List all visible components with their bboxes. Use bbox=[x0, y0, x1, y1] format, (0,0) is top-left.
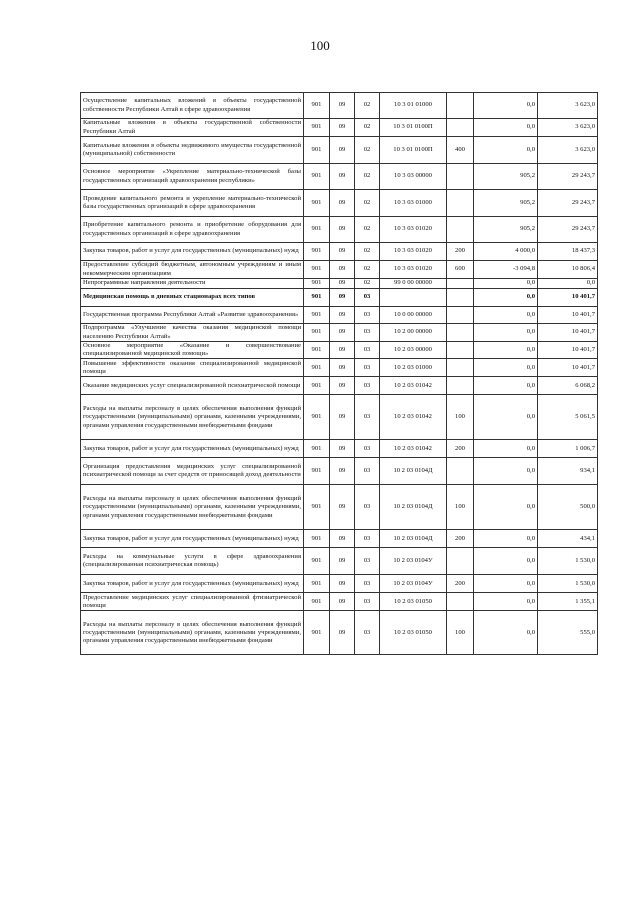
row-subsection-cell: 03 bbox=[355, 485, 380, 530]
row-vr-cell bbox=[447, 377, 474, 395]
row-subsection-cell: 03 bbox=[355, 324, 380, 342]
row-total-cell: 0,0 bbox=[538, 279, 598, 289]
row-name-cell: Повышение эффективности оказания специализированной медицинской помощи bbox=[81, 359, 304, 377]
row-change-cell: 0,0 bbox=[474, 593, 538, 611]
row-change-cell: 0,0 bbox=[474, 440, 538, 458]
row-change-cell: 4 000,0 bbox=[474, 243, 538, 261]
row-section-cell: 09 bbox=[330, 119, 355, 137]
row-total-cell: 3 623,0 bbox=[538, 137, 598, 164]
row-subsection-cell: 03 bbox=[355, 377, 380, 395]
row-section-cell: 09 bbox=[330, 359, 355, 377]
row-name-cell: Расходы на выплаты персоналу в целях обеспечения выполнения функций государственными (муниципальными) органами, казенными учреждениями, органами управления государственными внебюджетными фондами bbox=[81, 611, 304, 655]
row-admin-cell: 901 bbox=[304, 119, 330, 137]
row-total-cell: 29 243,7 bbox=[538, 217, 598, 243]
row-admin-cell: 901 bbox=[304, 307, 330, 324]
row-section-cell: 09 bbox=[330, 190, 355, 217]
table-row bbox=[81, 611, 598, 655]
row-subsection-cell: 02 bbox=[355, 190, 380, 217]
table-row bbox=[81, 548, 598, 575]
row-subsection-cell: 03 bbox=[355, 359, 380, 377]
row-total-cell: 3 623,0 bbox=[538, 93, 598, 119]
row-section-cell: 09 bbox=[330, 593, 355, 611]
row-name-cell: Основное мероприятие «Укрепление материально-технической базы государственных организаций здравоохранения республики» bbox=[81, 164, 304, 190]
row-name-cell: Медицинская помощь в дневных стационарах всех типов bbox=[81, 289, 304, 307]
table-row bbox=[81, 164, 598, 190]
row-subsection-cell: 02 bbox=[355, 217, 380, 243]
table-row bbox=[81, 575, 598, 593]
row-vr-cell bbox=[447, 548, 474, 575]
row-vr-cell: 200 bbox=[447, 575, 474, 593]
row-change-cell: 905,2 bbox=[474, 164, 538, 190]
row-target-cell: 10 0 00 00000 bbox=[380, 307, 447, 324]
row-name-cell: Приобретение капитального ремонта и приобретение оборудования для государственных организаций в сфере здравоохранения bbox=[81, 217, 304, 243]
row-vr-cell: 100 bbox=[447, 485, 474, 530]
table-row bbox=[81, 93, 598, 119]
row-subsection-cell: 03 bbox=[355, 575, 380, 593]
row-change-cell: 0,0 bbox=[474, 279, 538, 289]
row-section-cell: 09 bbox=[330, 611, 355, 655]
row-subsection-cell: 02 bbox=[355, 243, 380, 261]
row-change-cell: -3 094,8 bbox=[474, 261, 538, 279]
row-vr-cell bbox=[447, 119, 474, 137]
row-vr-cell bbox=[447, 279, 474, 289]
row-vr-cell: 100 bbox=[447, 395, 474, 440]
row-total-cell: 1 006,7 bbox=[538, 440, 598, 458]
row-name-cell: Капитальные вложения в объекты недвижимого имущества государственной (муниципальной) собственности bbox=[81, 137, 304, 164]
row-target-cell: 10 2 03 0104Д bbox=[380, 458, 447, 485]
row-vr-cell: 200 bbox=[447, 530, 474, 548]
row-admin-cell: 901 bbox=[304, 611, 330, 655]
row-target-cell: 10 3 03 01020 bbox=[380, 217, 447, 243]
row-target-cell bbox=[380, 289, 447, 307]
table-body bbox=[81, 93, 598, 655]
row-name-cell: Закупка товаров, работ и услуг для государственных (муниципальных) нужд bbox=[81, 530, 304, 548]
row-section-cell: 09 bbox=[330, 137, 355, 164]
row-target-cell: 10 3 01 0100П bbox=[380, 137, 447, 164]
row-total-cell: 6 068,2 bbox=[538, 377, 598, 395]
table-row bbox=[81, 137, 598, 164]
table-row bbox=[81, 342, 598, 359]
table-row bbox=[81, 359, 598, 377]
row-name-cell: Расходы на выплаты персоналу в целях обеспечения выполнения функций государственными (муниципальными) органами, казенными учреждениями, органами управления государственными внебюджетными фондами bbox=[81, 485, 304, 530]
row-name-cell: Проведение капитального ремонта и укрепление материально-технической базы государственных организаций в сфере здравоохранения bbox=[81, 190, 304, 217]
row-section-cell: 09 bbox=[330, 342, 355, 359]
row-vr-cell bbox=[447, 359, 474, 377]
row-change-cell: 0,0 bbox=[474, 289, 538, 307]
row-target-cell: 10 2 03 0104У bbox=[380, 548, 447, 575]
row-vr-cell bbox=[447, 324, 474, 342]
row-admin-cell: 901 bbox=[304, 377, 330, 395]
table-row bbox=[81, 395, 598, 440]
row-total-cell: 1 530,0 bbox=[538, 575, 598, 593]
row-total-cell: 29 243,7 bbox=[538, 190, 598, 217]
table-row bbox=[81, 440, 598, 458]
row-section-cell: 09 bbox=[330, 164, 355, 190]
row-name-cell: Закупка товаров, работ и услуг для государственных (муниципальных) нужд bbox=[81, 440, 304, 458]
row-target-cell: 10 2 03 01050 bbox=[380, 611, 447, 655]
row-admin-cell: 901 bbox=[304, 395, 330, 440]
row-section-cell: 09 bbox=[330, 395, 355, 440]
row-name-cell: Государственная программа Республики Алтай «Развитие здравоохранения» bbox=[81, 307, 304, 324]
row-admin-cell: 901 bbox=[304, 261, 330, 279]
row-section-cell: 09 bbox=[330, 307, 355, 324]
row-name-cell: Расходы на коммунальные услуги в сфере здравоохранения (специализированная психиатрическая помощь) bbox=[81, 548, 304, 575]
row-target-cell: 10 2 03 01042 bbox=[380, 377, 447, 395]
table-row bbox=[81, 593, 598, 611]
row-section-cell: 09 bbox=[330, 548, 355, 575]
row-target-cell: 10 3 03 01020 bbox=[380, 261, 447, 279]
row-total-cell: 10 401,7 bbox=[538, 324, 598, 342]
row-vr-cell bbox=[447, 190, 474, 217]
row-admin-cell: 901 bbox=[304, 530, 330, 548]
row-section-cell: 09 bbox=[330, 377, 355, 395]
row-subsection-cell: 03 bbox=[355, 307, 380, 324]
row-target-cell: 10 2 03 01050 bbox=[380, 593, 447, 611]
table-row bbox=[81, 324, 598, 342]
row-target-cell: 10 2 03 00000 bbox=[380, 342, 447, 359]
row-section-cell: 09 bbox=[330, 261, 355, 279]
row-admin-cell: 901 bbox=[304, 359, 330, 377]
row-admin-cell: 901 bbox=[304, 164, 330, 190]
row-admin-cell: 901 bbox=[304, 289, 330, 307]
row-target-cell: 10 2 03 01042 bbox=[380, 440, 447, 458]
row-target-cell: 10 2 03 01000 bbox=[380, 359, 447, 377]
row-name-cell: Подпрограмма «Улучшение качества оказания медицинской помощи населению Республики Алтай» bbox=[81, 324, 304, 342]
row-target-cell: 10 2 03 0104Д bbox=[380, 530, 447, 548]
table-row bbox=[81, 530, 598, 548]
row-subsection-cell: 02 bbox=[355, 119, 380, 137]
row-admin-cell: 901 bbox=[304, 279, 330, 289]
row-subsection-cell: 03 bbox=[355, 548, 380, 575]
row-subsection-cell: 02 bbox=[355, 137, 380, 164]
row-target-cell: 10 2 03 0104Д bbox=[380, 485, 447, 530]
table-row bbox=[81, 243, 598, 261]
row-change-cell: 0,0 bbox=[474, 93, 538, 119]
row-name-cell: Оказание медицинских услуг специализированной психиатрической помощи bbox=[81, 377, 304, 395]
row-admin-cell: 901 bbox=[304, 137, 330, 164]
row-change-cell: 905,2 bbox=[474, 217, 538, 243]
row-subsection-cell: 03 bbox=[355, 593, 380, 611]
row-vr-cell bbox=[447, 93, 474, 119]
row-section-cell: 09 bbox=[330, 575, 355, 593]
row-change-cell: 0,0 bbox=[474, 458, 538, 485]
row-subsection-cell: 03 bbox=[355, 458, 380, 485]
row-vr-cell bbox=[447, 593, 474, 611]
row-total-cell: 10 401,7 bbox=[538, 342, 598, 359]
row-total-cell: 434,1 bbox=[538, 530, 598, 548]
row-change-cell: 0,0 bbox=[474, 359, 538, 377]
table-row bbox=[81, 485, 598, 530]
row-section-cell: 09 bbox=[330, 530, 355, 548]
row-change-cell: 0,0 bbox=[474, 342, 538, 359]
row-admin-cell: 901 bbox=[304, 342, 330, 359]
row-name-cell: Предоставление субсидий бюджетным, автономным учреждениям и иным некоммерческим организациям bbox=[81, 261, 304, 279]
row-name-cell: Осуществление капитальных вложений в объекты государственной собственности Республики Алтай в сфере здравоохранения bbox=[81, 93, 304, 119]
row-admin-cell: 901 bbox=[304, 548, 330, 575]
row-admin-cell: 901 bbox=[304, 324, 330, 342]
row-total-cell: 18 437,3 bbox=[538, 243, 598, 261]
row-change-cell: 905,2 bbox=[474, 190, 538, 217]
row-total-cell: 1 530,0 bbox=[538, 548, 598, 575]
row-change-cell: 0,0 bbox=[474, 377, 538, 395]
row-change-cell: 0,0 bbox=[474, 395, 538, 440]
row-change-cell: 0,0 bbox=[474, 307, 538, 324]
budget-table bbox=[80, 92, 598, 655]
row-vr-cell: 200 bbox=[447, 243, 474, 261]
row-total-cell: 5 061,5 bbox=[538, 395, 598, 440]
row-name-cell: Капитальные вложения в объекты государственной собственности Республики Алтай bbox=[81, 119, 304, 137]
table-row bbox=[81, 261, 598, 279]
row-admin-cell: 901 bbox=[304, 93, 330, 119]
row-vr-cell: 400 bbox=[447, 137, 474, 164]
row-section-cell: 09 bbox=[330, 279, 355, 289]
row-vr-cell bbox=[447, 289, 474, 307]
row-name-cell: Расходы на выплаты персоналу в целях обеспечения выполнения функций государственными (муниципальными) органами, казенными учреждениями, органами управления государственными внебюджетными фондами bbox=[81, 395, 304, 440]
row-change-cell: 0,0 bbox=[474, 485, 538, 530]
row-total-cell: 3 623,0 bbox=[538, 119, 598, 137]
row-section-cell: 09 bbox=[330, 289, 355, 307]
row-total-cell: 10 401,7 bbox=[538, 307, 598, 324]
row-name-cell: Основное мероприятие «Оказание и совершенствование специализированной медицинской помощи» bbox=[81, 342, 304, 359]
row-name-cell: Непрограммные направления деятельности bbox=[81, 279, 304, 289]
row-admin-cell: 901 bbox=[304, 575, 330, 593]
row-target-cell: 10 3 03 01000 bbox=[380, 190, 447, 217]
row-admin-cell: 901 bbox=[304, 440, 330, 458]
row-subsection-cell: 02 bbox=[355, 279, 380, 289]
row-change-cell: 0,0 bbox=[474, 611, 538, 655]
row-change-cell: 0,0 bbox=[474, 137, 538, 164]
row-target-cell: 99 0 00 00000 bbox=[380, 279, 447, 289]
row-total-cell: 10 401,7 bbox=[538, 289, 598, 307]
row-admin-cell: 901 bbox=[304, 243, 330, 261]
row-section-cell: 09 bbox=[330, 93, 355, 119]
row-admin-cell: 901 bbox=[304, 485, 330, 530]
row-subsection-cell: 02 bbox=[355, 164, 380, 190]
row-vr-cell: 200 bbox=[447, 440, 474, 458]
table-row bbox=[81, 119, 598, 137]
row-name-cell: Предоставление медицинских услуг специализированной фтизиатрической помощи bbox=[81, 593, 304, 611]
table-row bbox=[81, 279, 598, 289]
row-vr-cell bbox=[447, 164, 474, 190]
row-target-cell: 10 3 03 00000 bbox=[380, 164, 447, 190]
row-change-cell: 0,0 bbox=[474, 548, 538, 575]
row-target-cell: 10 2 03 01042 bbox=[380, 395, 447, 440]
page-number: 100 bbox=[310, 38, 330, 53]
row-name-cell: Закупка товаров, работ и услуг для государственных (муниципальных) нужд bbox=[81, 243, 304, 261]
table-row bbox=[81, 217, 598, 243]
row-total-cell: 934,1 bbox=[538, 458, 598, 485]
row-section-cell: 09 bbox=[330, 458, 355, 485]
row-section-cell: 09 bbox=[330, 324, 355, 342]
row-name-cell: Закупка товаров, работ и услуг для государственных (муниципальных) нужд bbox=[81, 575, 304, 593]
row-subsection-cell: 03 bbox=[355, 289, 380, 307]
row-admin-cell: 901 bbox=[304, 190, 330, 217]
row-total-cell: 10 401,7 bbox=[538, 359, 598, 377]
row-change-cell: 0,0 bbox=[474, 119, 538, 137]
table-row bbox=[81, 289, 598, 307]
row-change-cell: 0,0 bbox=[474, 530, 538, 548]
row-vr-cell bbox=[447, 217, 474, 243]
row-subsection-cell: 03 bbox=[355, 395, 380, 440]
row-admin-cell: 901 bbox=[304, 217, 330, 243]
table-row bbox=[81, 307, 598, 324]
row-target-cell: 10 2 00 00000 bbox=[380, 324, 447, 342]
table-row bbox=[81, 190, 598, 217]
row-target-cell: 10 2 03 0104У bbox=[380, 575, 447, 593]
row-total-cell: 29 243,7 bbox=[538, 164, 598, 190]
row-vr-cell bbox=[447, 458, 474, 485]
row-target-cell: 10 3 01 01000 bbox=[380, 93, 447, 119]
row-target-cell: 10 3 01 0100П bbox=[380, 119, 447, 137]
row-vr-cell: 100 bbox=[447, 611, 474, 655]
row-section-cell: 09 bbox=[330, 485, 355, 530]
row-section-cell: 09 bbox=[330, 217, 355, 243]
row-total-cell: 10 806,4 bbox=[538, 261, 598, 279]
row-subsection-cell: 03 bbox=[355, 342, 380, 359]
row-change-cell: 0,0 bbox=[474, 575, 538, 593]
row-change-cell: 0,0 bbox=[474, 324, 538, 342]
row-subsection-cell: 03 bbox=[355, 530, 380, 548]
row-subsection-cell: 03 bbox=[355, 611, 380, 655]
row-subsection-cell: 03 bbox=[355, 440, 380, 458]
row-total-cell: 555,0 bbox=[538, 611, 598, 655]
row-section-cell: 09 bbox=[330, 440, 355, 458]
row-name-cell: Организация предоставления медицинских услуг специализированной психиатрической помощи за счет средств от приносящей доход деятельности bbox=[81, 458, 304, 485]
row-total-cell: 500,0 bbox=[538, 485, 598, 530]
row-admin-cell: 901 bbox=[304, 458, 330, 485]
row-admin-cell: 901 bbox=[304, 593, 330, 611]
row-subsection-cell: 02 bbox=[355, 93, 380, 119]
row-subsection-cell: 02 bbox=[355, 261, 380, 279]
row-target-cell: 10 3 03 01020 bbox=[380, 243, 447, 261]
row-vr-cell: 600 bbox=[447, 261, 474, 279]
row-vr-cell bbox=[447, 307, 474, 324]
row-vr-cell bbox=[447, 342, 474, 359]
table-row bbox=[81, 377, 598, 395]
row-total-cell: 1 355,1 bbox=[538, 593, 598, 611]
table-row bbox=[81, 458, 598, 485]
row-section-cell: 09 bbox=[330, 243, 355, 261]
